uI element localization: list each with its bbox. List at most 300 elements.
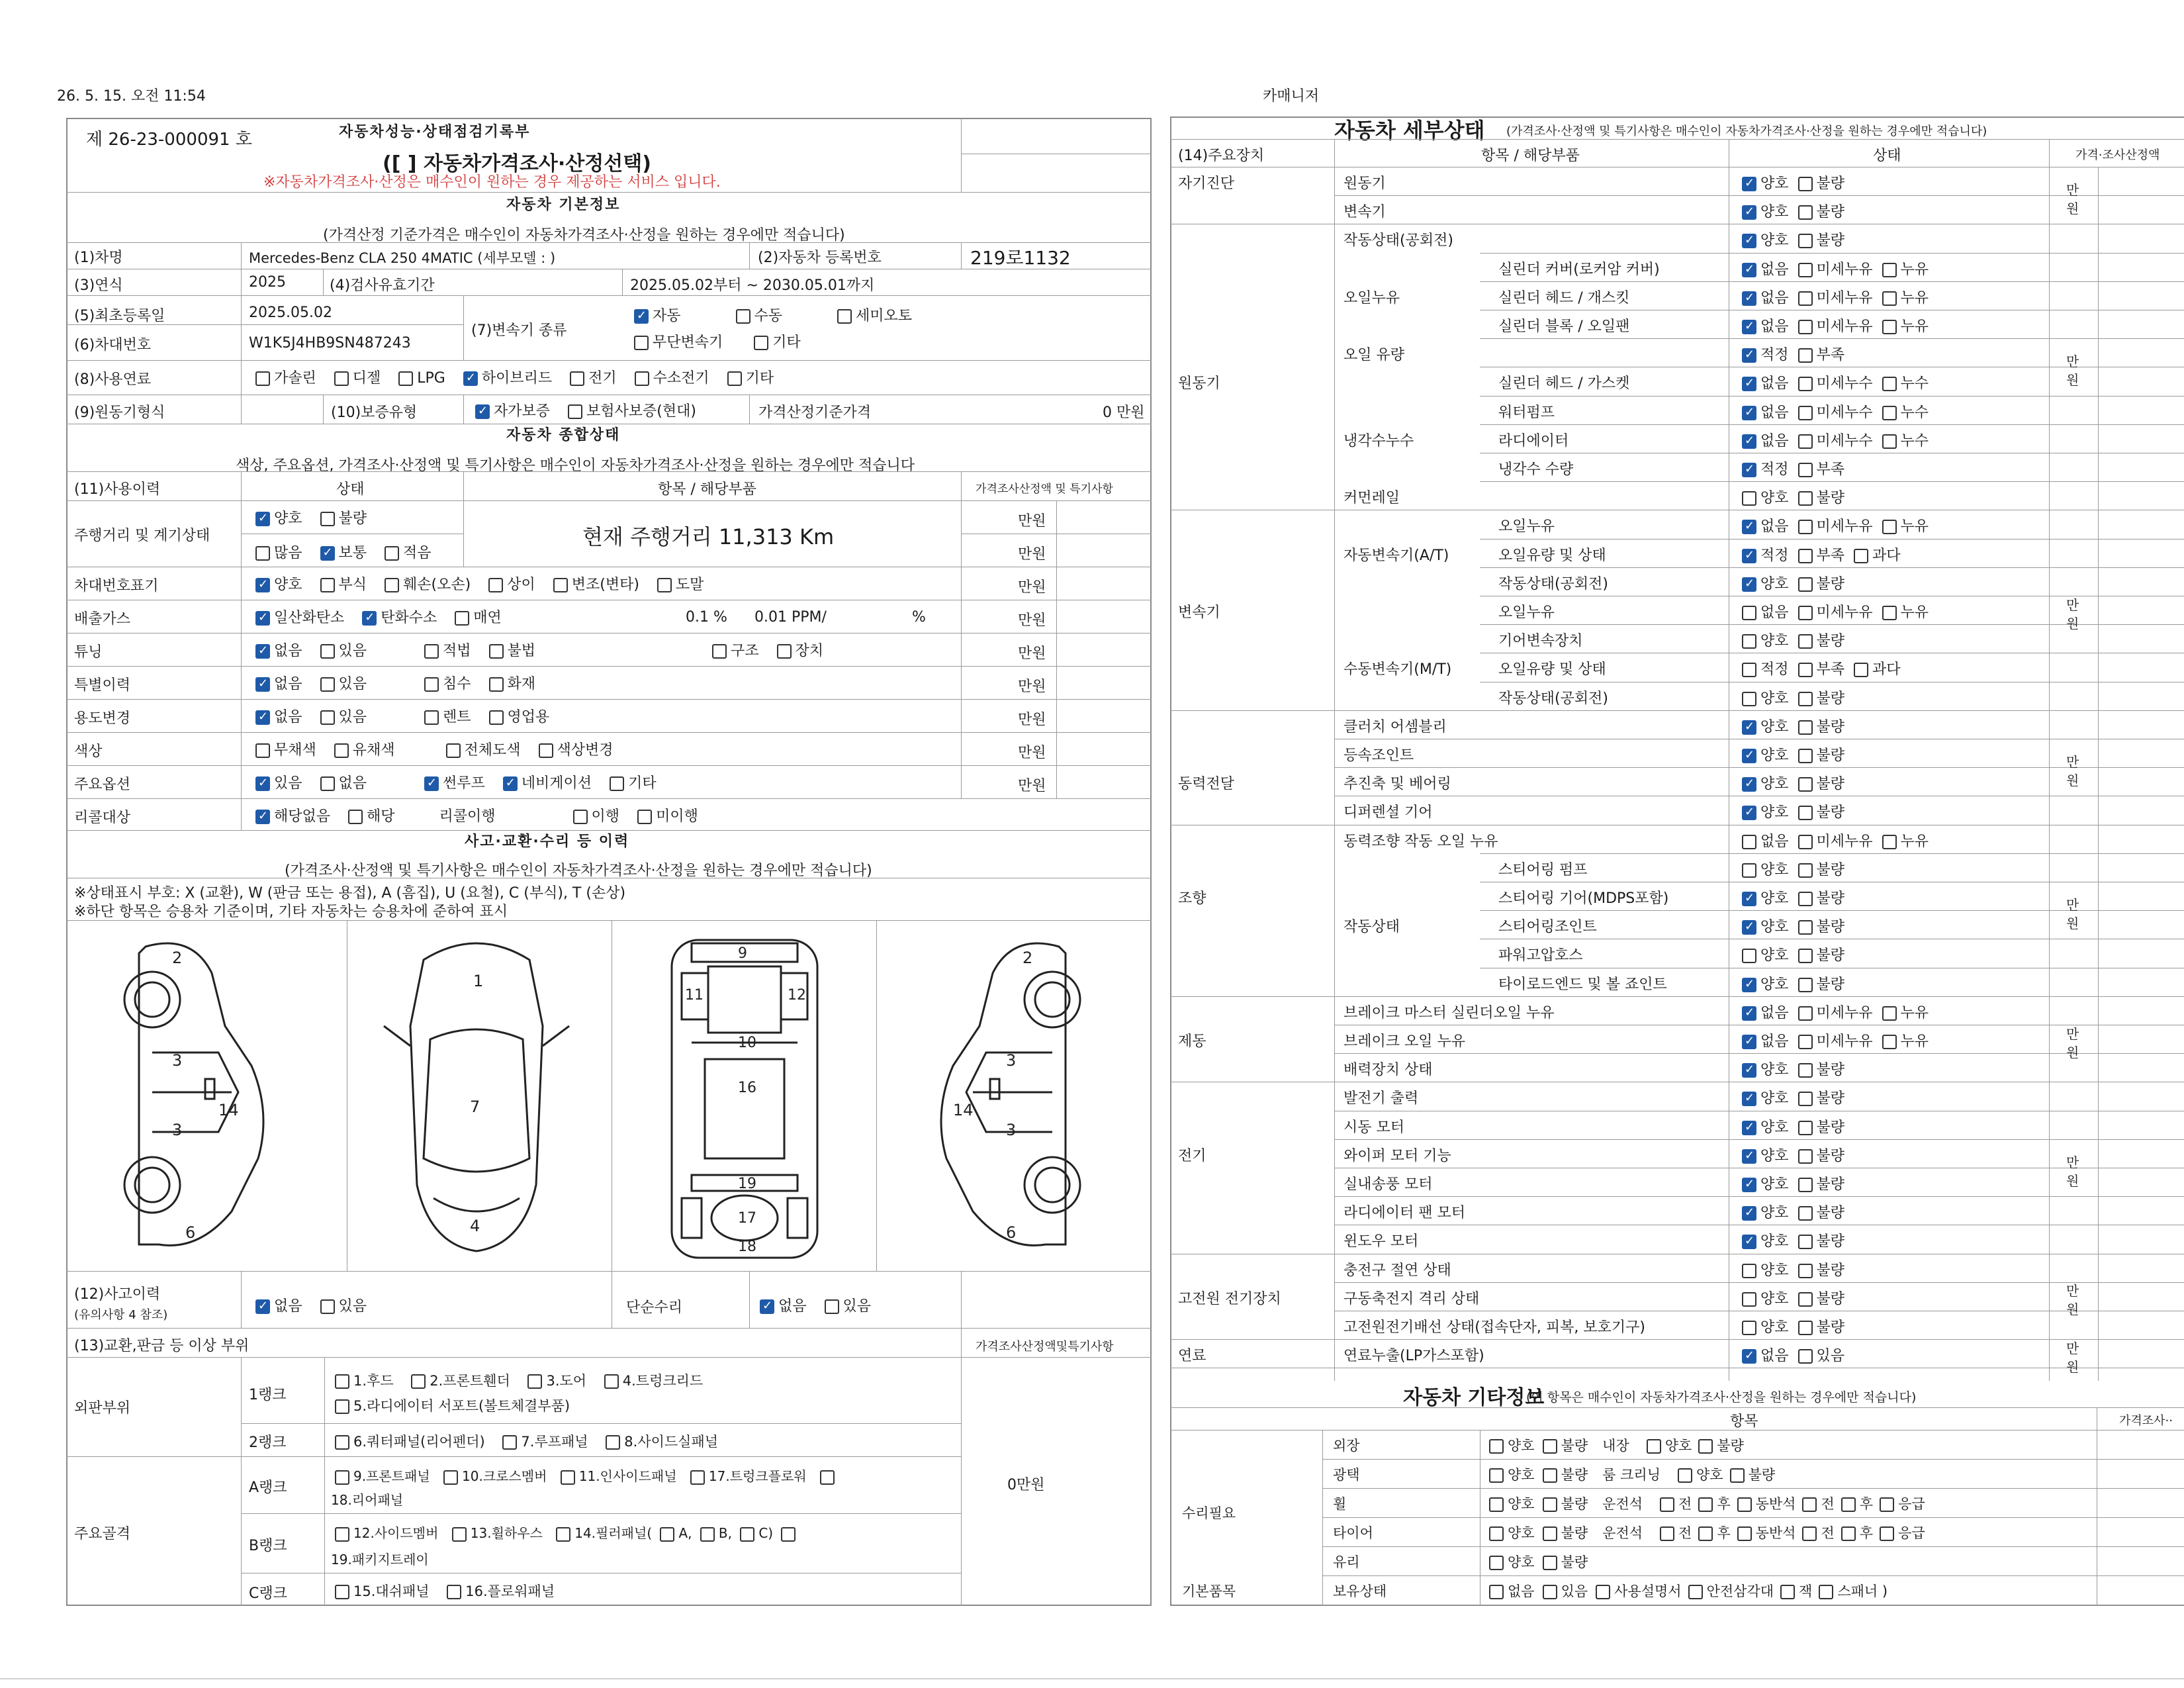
state-checkbox[interactable] [1798, 1063, 1813, 1078]
state-checkbox[interactable] [1798, 1264, 1813, 1278]
trunk-lid-checkbox[interactable] [604, 1374, 619, 1389]
state-option-label: 불량 [1816, 490, 1845, 507]
state-checkbox[interactable] [1798, 777, 1813, 792]
state-checkbox[interactable] [1882, 263, 1897, 277]
etc-checkbox[interactable] [1596, 1585, 1610, 1599]
col-main-device: (14)주요장치 [1178, 148, 1265, 164]
state-checkbox[interactable] [1798, 835, 1813, 849]
state-checkbox[interactable] [1882, 406, 1897, 420]
etc-option-label: 후 [1859, 1525, 1874, 1541]
fuel-gasoline-checkbox[interactable] [255, 371, 270, 386]
etc-checkbox[interactable] [1780, 1585, 1795, 1599]
pillar-b-checkbox[interactable] [700, 1527, 715, 1542]
state-checkbox[interactable] [1882, 1035, 1897, 1049]
exchange-value: 0만원 [1007, 1477, 1045, 1493]
tuning-device-checkbox[interactable] [777, 644, 792, 659]
trans-other-checkbox[interactable] [754, 336, 768, 350]
state-checkbox[interactable] [1742, 1121, 1756, 1135]
state-checkbox[interactable] [1742, 1264, 1756, 1278]
simple-repair-none-checkbox[interactable] [760, 1299, 774, 1314]
state-checkbox[interactable] [1798, 577, 1813, 592]
special-fire-checkbox[interactable] [489, 677, 504, 692]
state-checkbox[interactable] [1798, 1121, 1813, 1135]
etc-note: (이 항목은 매수인이 자동차가격조사·산정을 원하는 경우에만 적습니다) [1526, 1390, 1917, 1405]
state-checkbox[interactable] [1742, 1063, 1756, 1078]
state-checkbox[interactable] [1742, 491, 1756, 506]
state-checkbox[interactable] [1798, 1035, 1813, 1049]
color-chromatic-checkbox[interactable] [334, 743, 349, 758]
svg-text:7: 7 [470, 1098, 480, 1116]
etc-checkbox[interactable] [1802, 1497, 1817, 1512]
state-checkbox[interactable] [1798, 1149, 1813, 1164]
etc-checkbox[interactable] [1660, 1497, 1674, 1512]
state-checkbox[interactable] [1798, 806, 1813, 820]
etc-checkbox[interactable] [1802, 1526, 1817, 1541]
warranty-self-checkbox[interactable] [475, 404, 490, 419]
state-checkbox[interactable] [1742, 434, 1756, 449]
state-checkbox[interactable] [1798, 463, 1813, 477]
state-checkbox[interactable] [1742, 1292, 1756, 1307]
state-option-label: 적정 [1760, 461, 1789, 478]
engine-label: (9)원동기형식 [74, 404, 165, 421]
color-full-paint-checkbox[interactable] [446, 743, 461, 758]
etc-checkbox[interactable] [1489, 1585, 1504, 1599]
dash-panel-checkbox[interactable] [335, 1585, 349, 1599]
doc-subtitle: ([ ] 자동차가격조사·산정선택) [383, 152, 651, 175]
etc-checkbox[interactable] [1489, 1526, 1504, 1541]
main-device-label: 자기진단 [1178, 175, 1235, 192]
special-flood-checkbox[interactable] [424, 677, 439, 692]
etc-checkbox[interactable] [1489, 1439, 1504, 1454]
state-checkbox[interactable] [1742, 634, 1756, 649]
item-label: 냉각수누수 [1343, 432, 1414, 449]
etc-option-label: 양호 [1508, 1467, 1535, 1483]
state-option-label: 양호 [1760, 690, 1789, 707]
vin-stolen-checkbox[interactable] [657, 578, 672, 592]
state-checkbox[interactable] [1742, 663, 1756, 677]
state-checkbox[interactable] [1742, 1006, 1756, 1021]
etc-option-label: 불량 [1748, 1467, 1776, 1483]
state-checkbox[interactable] [1798, 291, 1813, 306]
state-checkbox[interactable] [1742, 549, 1756, 563]
state-checkbox[interactable] [1798, 177, 1813, 191]
state-checkbox[interactable] [1798, 377, 1813, 391]
item-label: 충전구 절연 상태 [1343, 1262, 1451, 1279]
state-checkbox[interactable] [1742, 1092, 1756, 1106]
state-checkbox[interactable] [1798, 348, 1813, 363]
state-checkbox[interactable] [1798, 491, 1813, 506]
trans-cvt-checkbox[interactable] [634, 336, 649, 350]
svg-text:19: 19 [738, 1176, 756, 1192]
vin-damage-checkbox[interactable] [385, 578, 399, 592]
rear-panel-checkbox[interactable] [820, 1470, 835, 1485]
etc-checkbox[interactable] [1678, 1468, 1692, 1483]
state-option-label: 미세누유 [1816, 1004, 1873, 1021]
state-options [1742, 1316, 1854, 1336]
item-label: 브레이크 마스터 실린더오일 누유 [1343, 1004, 1555, 1021]
etc-option-label: 있음 [1561, 1583, 1588, 1599]
unit-text: 만원 [1018, 712, 1046, 728]
trans-manual-checkbox[interactable] [736, 309, 751, 324]
etc-checkbox[interactable] [1489, 1468, 1504, 1483]
doc-title: 자동차성능·상태점검기록부 [339, 124, 531, 140]
etc-checkbox[interactable] [1489, 1556, 1504, 1570]
state-checkbox[interactable] [1798, 1321, 1813, 1335]
radiator-support-checkbox[interactable] [335, 1399, 349, 1414]
state-option-label: 양호 [1760, 1176, 1789, 1193]
vin-diff-checkbox[interactable] [488, 578, 503, 592]
package-tray-checkbox[interactable] [781, 1527, 796, 1542]
state-checkbox[interactable] [1742, 692, 1756, 706]
etc-checkbox[interactable] [1841, 1526, 1856, 1541]
state-option-label: 양호 [1760, 204, 1789, 221]
pillar-c-checkbox[interactable] [740, 1527, 754, 1542]
wheel-house-checkbox[interactable] [452, 1527, 467, 1542]
fuel-hybrid-checkbox[interactable] [463, 371, 478, 386]
tuning-illegal-checkbox[interactable] [489, 644, 504, 659]
side-member-checkbox[interactable] [335, 1527, 349, 1542]
vin-good-checkbox[interactable] [255, 578, 270, 592]
state-checkbox[interactable] [1742, 234, 1756, 248]
accident-none-checkbox[interactable] [255, 1299, 270, 1314]
special-none-checkbox[interactable] [255, 677, 270, 692]
state-checkbox[interactable] [1798, 320, 1813, 334]
state-checkbox[interactable] [1798, 1006, 1813, 1021]
recall-label: 리콜대상 [74, 810, 131, 826]
etc-sub-label: 룸 크리닝 [1602, 1467, 1661, 1483]
state-checkbox[interactable] [1798, 1206, 1813, 1221]
option-other-checkbox[interactable] [610, 776, 624, 791]
tuning-structure-checkbox[interactable] [712, 644, 727, 659]
state-option-label: 불량 [1816, 175, 1845, 192]
state-options [1742, 401, 1938, 422]
state-checkbox[interactable] [1742, 520, 1756, 534]
trans-auto-checkbox[interactable] [634, 309, 649, 324]
state-checkbox[interactable] [1798, 1292, 1813, 1307]
state-checkbox[interactable] [1798, 205, 1813, 220]
state-checkbox[interactable] [1742, 777, 1756, 792]
etc-checkbox[interactable] [1698, 1439, 1713, 1454]
state-checkbox[interactable] [1742, 920, 1756, 935]
state-checkbox[interactable] [1742, 863, 1756, 878]
state-checkbox[interactable] [1798, 1178, 1813, 1192]
recall-done-checkbox[interactable] [573, 810, 588, 824]
state-checkbox[interactable] [1742, 949, 1756, 963]
etc-checkbox[interactable] [1543, 1468, 1557, 1483]
purpose-none-checkbox[interactable] [255, 710, 270, 725]
state-option-label: 불량 [1816, 1290, 1845, 1307]
state-option-label: 누유 [1900, 1033, 1929, 1050]
state-checkbox[interactable] [1742, 320, 1756, 334]
state-checkbox[interactable] [1882, 434, 1897, 449]
price-unit: 만 [2066, 1283, 2079, 1299]
cross-member-checkbox[interactable] [443, 1470, 458, 1485]
fuel-lpg-checkbox[interactable] [398, 371, 413, 386]
state-checkbox[interactable] [1742, 205, 1756, 220]
state-checkbox[interactable] [1854, 549, 1868, 563]
side-sill-checkbox[interactable] [606, 1435, 620, 1450]
etc-option-label: 동반석 [1755, 1525, 1796, 1541]
front-panel-checkbox[interactable] [335, 1470, 349, 1485]
state-checkbox[interactable] [1798, 949, 1813, 963]
etc-sub-label: 내장 [1602, 1438, 1629, 1454]
recall-none-checkbox[interactable] [255, 810, 270, 824]
svg-text:2: 2 [1023, 949, 1033, 967]
options-no-checkbox[interactable] [320, 776, 335, 791]
mileage-high-checkbox[interactable] [255, 546, 270, 561]
state-checkbox[interactable] [1798, 263, 1813, 277]
state-options [1742, 515, 1938, 536]
svg-text:16: 16 [738, 1080, 756, 1096]
state-option-label: 없음 [1760, 318, 1789, 335]
state-checkbox[interactable] [1798, 692, 1813, 706]
state-checkbox[interactable] [1742, 1321, 1756, 1335]
state-checkbox[interactable] [1742, 291, 1756, 306]
state-option-label: 양호 [1760, 1233, 1789, 1250]
main-device-label: 조향 [1178, 890, 1206, 907]
accident-yes-checkbox[interactable] [320, 1299, 335, 1314]
recall-yes-checkbox[interactable] [348, 810, 363, 824]
roof-panel-checkbox[interactable] [502, 1435, 517, 1450]
etc-checkbox[interactable] [1543, 1439, 1557, 1454]
state-checkbox[interactable] [1798, 1235, 1813, 1249]
price-unit: 만 [2066, 1025, 2079, 1042]
etc-options [1489, 1523, 1932, 1542]
state-checkbox[interactable] [1798, 234, 1813, 248]
state-checkbox[interactable] [1742, 892, 1756, 906]
state-checkbox[interactable] [1882, 291, 1897, 306]
purpose-rent-checkbox[interactable] [424, 710, 439, 725]
state-checkbox[interactable] [1882, 377, 1897, 391]
rank2-label: 2랭크 [249, 1434, 287, 1451]
state-checkbox[interactable] [1742, 1206, 1756, 1221]
item-label: 브레이크 오일 누유 [1343, 1033, 1466, 1050]
floor-panel-checkbox[interactable] [447, 1585, 461, 1599]
state-checkbox[interactable] [1798, 663, 1813, 677]
item-label: 자동변속기(A/T) [1343, 547, 1449, 564]
state-option-label: 미세누유 [1816, 289, 1873, 306]
price-unit: 원 [2066, 1173, 2079, 1189]
item-label: 변속기 [1343, 204, 1386, 221]
fuel-hydrogen-checkbox[interactable] [635, 371, 649, 386]
vin-rust-checkbox[interactable] [320, 578, 335, 592]
etc-checkbox[interactable] [1880, 1497, 1894, 1512]
option-navi-checkbox[interactable] [503, 776, 518, 791]
state-option-label: 불량 [1816, 633, 1845, 650]
state-options [1742, 716, 1854, 736]
year-label: (3)연식 [74, 277, 123, 294]
state-checkbox[interactable] [1798, 892, 1813, 906]
trans-semi-checkbox[interactable] [837, 309, 852, 324]
etc-checkbox[interactable] [1737, 1497, 1752, 1512]
emission-hc-checkbox[interactable] [362, 611, 377, 626]
state-checkbox[interactable] [1742, 835, 1756, 849]
state-checkbox[interactable] [1798, 406, 1813, 420]
front-fender-checkbox[interactable] [411, 1374, 426, 1389]
state-option-label: 불량 [1816, 575, 1845, 592]
etc-checkbox[interactable] [1698, 1497, 1713, 1512]
state-checkbox[interactable] [1742, 377, 1756, 391]
state-checkbox[interactable] [1798, 634, 1813, 649]
state-checkbox[interactable] [1742, 1035, 1756, 1049]
main-device-label: 연료 [1178, 1348, 1206, 1365]
fuel-electric-checkbox[interactable] [570, 371, 584, 386]
etc-option-label: 전 [1678, 1496, 1692, 1512]
state-option-label: 없음 [1760, 1004, 1789, 1021]
tuning-legal-checkbox[interactable] [424, 644, 439, 659]
state-checkbox[interactable] [1742, 348, 1756, 363]
mileage-unit-2: 만원 [1018, 546, 1046, 563]
tuning-none-checkbox[interactable] [255, 644, 270, 659]
simple-repair-yes-checkbox[interactable] [825, 1299, 839, 1314]
accident-title: 사고·교환·수리 등 이력 [465, 833, 630, 850]
part-label: 타이로드엔드 및 볼 죠인트 [1498, 976, 1667, 993]
state-options [1742, 687, 1854, 708]
etc-checkbox[interactable] [1543, 1497, 1557, 1512]
hood-checkbox[interactable] [335, 1374, 349, 1389]
vin-altered-checkbox[interactable] [553, 578, 568, 592]
etc-checkbox[interactable] [1647, 1439, 1661, 1454]
inside-panel-checkbox[interactable] [561, 1470, 575, 1485]
passenger-car-note: ※하단 항목은 승용차 기준이며, 기타 자동차는 승용차에 준하여 표시 [74, 904, 508, 920]
etc-checkbox[interactable] [1841, 1497, 1856, 1512]
emission-co-checkbox[interactable] [255, 611, 270, 626]
svg-text:14: 14 [953, 1101, 974, 1119]
mileage-label: 주행거리 및 계기상태 [74, 528, 210, 544]
quarter-panel-checkbox[interactable] [335, 1435, 349, 1450]
etc-checkbox[interactable] [1543, 1585, 1557, 1599]
main-device-label: 동력전달 [1178, 776, 1235, 793]
state-checkbox[interactable] [1742, 1149, 1756, 1164]
options-yes-checkbox[interactable] [255, 776, 270, 791]
etc-checkbox[interactable] [1688, 1585, 1703, 1599]
doc-number: 제 26-23-000091 호 [86, 130, 252, 150]
etc-sub-label: 운전석 [1602, 1496, 1643, 1512]
mileage-low-checkbox[interactable] [385, 546, 399, 561]
pillar-a-checkbox[interactable] [660, 1527, 674, 1542]
state-checkbox[interactable] [1742, 749, 1756, 763]
state-checkbox[interactable] [1882, 606, 1897, 620]
etc-checkbox[interactable] [1543, 1526, 1557, 1541]
state-checkbox[interactable] [1798, 720, 1813, 735]
etc-checkbox[interactable] [1737, 1526, 1752, 1541]
state-checkbox[interactable] [1742, 606, 1756, 620]
state-checkbox[interactable] [1742, 978, 1756, 992]
option-sunroof-checkbox[interactable] [424, 776, 439, 791]
state-checkbox[interactable] [1882, 320, 1897, 334]
state-checkbox[interactable] [1798, 549, 1813, 563]
state-checkbox[interactable] [1882, 835, 1897, 849]
fuel-diesel-checkbox[interactable] [334, 371, 349, 386]
recall-notdone-checkbox[interactable] [637, 810, 652, 824]
state-options [1742, 859, 1854, 879]
gauge-bad-checkbox[interactable] [320, 512, 335, 526]
state-option-label: 미세누유 [1816, 1033, 1873, 1050]
state-checkbox[interactable] [1798, 1349, 1813, 1364]
state-checkbox[interactable] [1798, 749, 1813, 763]
svg-text:6: 6 [1006, 1223, 1017, 1242]
state-checkbox[interactable] [1742, 463, 1756, 477]
unit-text: 만원 [1018, 745, 1046, 761]
state-checkbox[interactable] [1742, 720, 1756, 735]
mileage-normal-checkbox[interactable] [320, 546, 335, 561]
state-checkbox[interactable] [1742, 577, 1756, 592]
state-checkbox[interactable] [1742, 406, 1756, 420]
state-checkbox[interactable] [1742, 1178, 1756, 1192]
col-price-right: 가격·조사산정액 [2075, 148, 2160, 162]
state-option-label: 누수 [1900, 375, 1929, 393]
state-checkbox[interactable] [1742, 1349, 1756, 1364]
part-label: 오일누유 [1498, 518, 1555, 536]
state-checkbox[interactable] [1798, 520, 1813, 534]
etc-checkbox[interactable] [1698, 1526, 1713, 1541]
year-value: 2025 [249, 274, 286, 291]
gauge-good-checkbox[interactable] [255, 512, 270, 526]
state-checkbox[interactable] [1742, 806, 1756, 820]
etc-checkbox[interactable] [1880, 1526, 1894, 1541]
state-checkbox[interactable] [1798, 606, 1813, 620]
pillar-panel-checkbox[interactable] [556, 1527, 570, 1542]
state-option-label: 있음 [1816, 1348, 1845, 1365]
trunk-floor-checkbox[interactable] [690, 1470, 705, 1485]
tuning-yes-checkbox[interactable] [320, 644, 335, 659]
etc-checkbox[interactable] [1819, 1585, 1833, 1599]
etc-checkbox[interactable] [1660, 1526, 1674, 1541]
state-checkbox[interactable] [1742, 177, 1756, 191]
door-checkbox[interactable] [527, 1374, 542, 1389]
basic-items-label: 기본품목 [1182, 1583, 1236, 1599]
state-options [1742, 1145, 1854, 1165]
svg-text:6: 6 [185, 1223, 196, 1242]
state-option-label: 불량 [1816, 776, 1845, 793]
etc-options [1489, 1552, 1596, 1571]
etc-checkbox[interactable] [1543, 1556, 1557, 1570]
purpose-business-checkbox[interactable] [489, 710, 504, 725]
state-option-label: 불량 [1816, 861, 1845, 878]
unit-text: 만원 [1018, 645, 1046, 662]
special-yes-checkbox[interactable] [320, 677, 335, 692]
state-options [1742, 258, 1938, 279]
state-checkbox[interactable] [1798, 1092, 1813, 1106]
warranty-insurer-checkbox[interactable] [568, 404, 582, 419]
first-reg-label: (5)최초등록일 [74, 308, 165, 324]
etc-checkbox[interactable] [1489, 1497, 1504, 1512]
etc-checkbox[interactable] [1730, 1468, 1745, 1483]
state-checkbox[interactable] [1798, 920, 1813, 935]
state-checkbox[interactable] [1882, 520, 1897, 534]
fuel-label: (8)사용연료 [74, 371, 152, 388]
color-change-checkbox[interactable] [539, 743, 553, 758]
state-checkbox[interactable] [1882, 1006, 1897, 1021]
state-checkbox[interactable] [1798, 434, 1813, 449]
state-checkbox[interactable] [1742, 1235, 1756, 1249]
rankB-label: B랭크 [249, 1538, 287, 1554]
etc-item-label: 유리 [1333, 1554, 1360, 1570]
state-checkbox[interactable] [1854, 663, 1868, 677]
state-option-label: 없음 [1760, 833, 1789, 850]
emission-smoke-checkbox[interactable] [455, 611, 469, 626]
state-checkbox[interactable] [1798, 863, 1813, 878]
state-option-label: 불량 [1816, 232, 1845, 250]
state-checkbox[interactable] [1798, 978, 1813, 992]
purpose-yes-checkbox[interactable] [320, 710, 335, 725]
col-state: 상태 [336, 481, 365, 498]
color-achromatic-checkbox[interactable] [255, 743, 270, 758]
state-checkbox[interactable] [1742, 263, 1756, 277]
item-label: 연료누출(LP가스포함) [1343, 1348, 1484, 1365]
fuel-other-checkbox[interactable] [727, 371, 742, 386]
state-option-label: 양호 [1760, 890, 1789, 907]
